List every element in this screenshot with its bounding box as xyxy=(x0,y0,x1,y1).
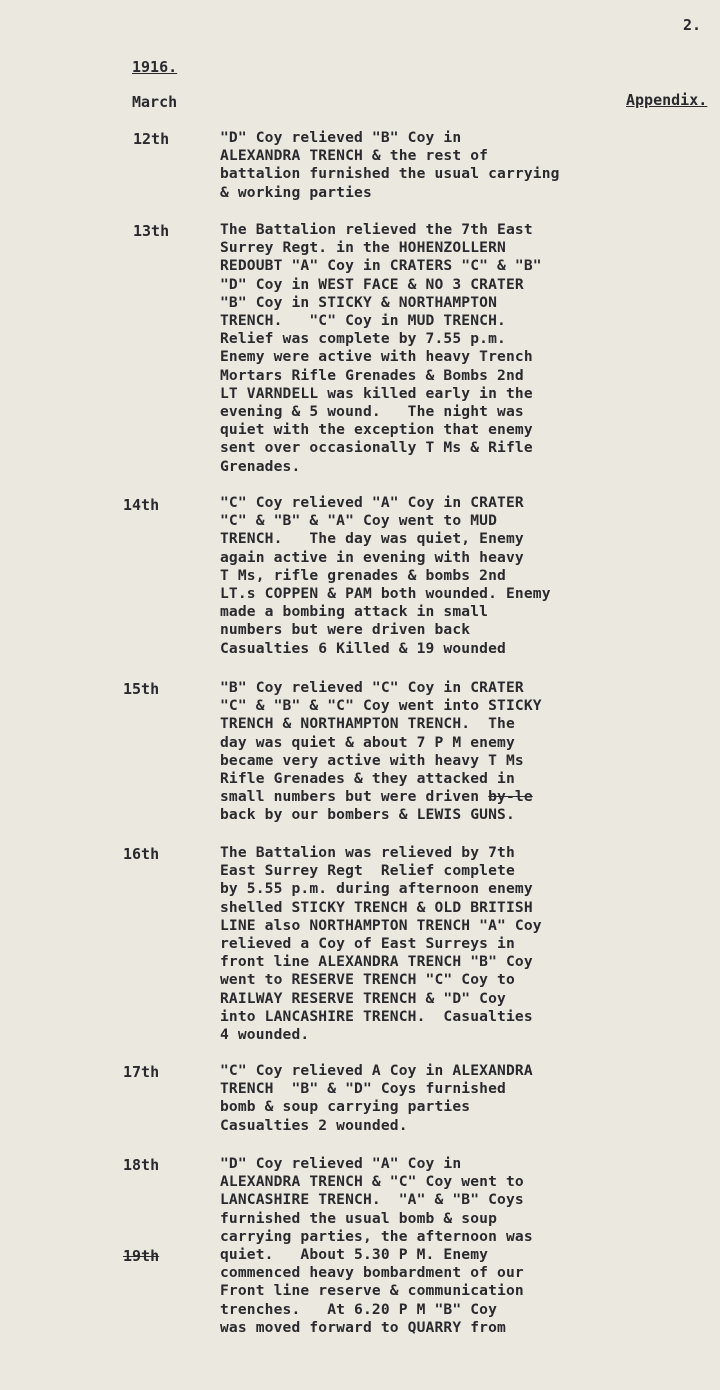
entry-line: "C" Coy relieved A Coy in ALEXANDRA xyxy=(220,1062,533,1079)
entry-line: into LANCASHIRE TRENCH. Casualties xyxy=(220,1007,533,1025)
entry-date: 13th xyxy=(133,222,170,240)
entry-line: LINE also NORTHAMPTON TRENCH "A" Coy xyxy=(220,916,542,934)
entry-line: ALEXANDRA TRENCH & the rest of xyxy=(220,147,489,165)
entry-line: relieved a Coy of East Surreys in xyxy=(220,935,515,953)
year-heading: 1916. xyxy=(132,58,178,76)
entry-line: "C" & "B" & "C" Coy went into STICKY xyxy=(220,697,542,715)
struck-text: by-le xyxy=(488,788,533,806)
entry-line: battalion furnished the usual carrying xyxy=(220,165,560,183)
entry-line xyxy=(220,788,720,806)
diary-entry xyxy=(220,129,720,202)
diary-entry xyxy=(220,494,720,658)
entry-line: Front line reserve & communication xyxy=(220,1282,524,1300)
entry-line: Rifle Grenades & they attacked in xyxy=(220,770,515,788)
entry-date: 14th xyxy=(123,496,160,514)
entry-line: LT VARNDELL was killed early in the xyxy=(220,384,533,402)
entry-line: numbers but were driven back xyxy=(220,621,471,639)
entry-line: Relief was complete by 7.55 p.m. xyxy=(220,330,506,348)
appendix-heading: Appendix. xyxy=(626,91,708,109)
diary-entry xyxy=(220,1062,720,1135)
entry-date: 17th xyxy=(123,1063,160,1081)
entry-line: bomb & soup carrying parties xyxy=(220,1098,471,1116)
entry-line: The Battalion relieved the 7th East xyxy=(220,221,533,238)
entry-line: Enemy were active with heavy Trench xyxy=(220,348,533,366)
entry-line: TRENCH. The day was quiet, Enemy xyxy=(220,530,524,548)
entry-line: quiet with the exception that enemy xyxy=(220,421,533,439)
entry-line: T Ms, rifle grenades & bombs 2nd xyxy=(220,566,506,584)
entry-line: Surrey Regt. in the HOHENZOLLERN xyxy=(220,239,506,257)
entry-line: Casualties 6 Killed & 19 wounded xyxy=(220,639,506,657)
diary-entry xyxy=(220,1155,720,1337)
entry-line: TRENCH. "C" Coy in MUD TRENCH. xyxy=(220,312,506,330)
entry-line: East Surrey Regt Relief complete xyxy=(220,862,515,880)
entry-line: back by our bombers & LEWIS GUNS. xyxy=(220,806,515,824)
entry-line: "C" & "B" & "A" Coy went to MUD xyxy=(220,512,498,530)
entry-line: made a bombing attack in small xyxy=(220,603,489,621)
diary-entry xyxy=(220,679,720,825)
entry-line: "D" Coy in WEST FACE & NO 3 CRATER xyxy=(220,275,524,293)
entry-line: day was quiet & about 7 P M enemy xyxy=(220,733,515,751)
entry-line: REDOUBT "A" Coy in CRATERS "C" & "B" xyxy=(220,257,542,275)
entry-line: evening & 5 wound. The night was xyxy=(220,403,524,421)
entry-line: Casualties 2 wounded. xyxy=(220,1116,408,1134)
entry-line: "D" Coy relieved "B" Coy in xyxy=(220,129,462,146)
entry-line: trenches. At 6.20 P M "B" Coy xyxy=(220,1300,498,1318)
entry-date: 15th xyxy=(123,680,160,698)
entry-line: Grenades. xyxy=(220,457,301,475)
entry-line: TRENCH "B" & "D" Coys furnished xyxy=(220,1080,506,1098)
month-heading: March xyxy=(132,93,178,111)
entry-line: LT.s COPPEN & PAM both wounded. Enemy xyxy=(220,585,551,603)
entry-line: front line ALEXANDRA TRENCH "B" Coy xyxy=(220,953,533,971)
entry-line: shelled STICKY TRENCH & OLD BRITISH xyxy=(220,898,533,916)
entry-line: ALEXANDRA TRENCH & "C" Coy went to xyxy=(220,1173,524,1191)
entry-line: "C" Coy relieved "A" Coy in CRATER xyxy=(220,494,524,511)
entry-line: quiet. About 5.30 P M. Enemy xyxy=(220,1246,489,1264)
entry-date: 12th xyxy=(133,130,170,148)
entry-line: "D" Coy relieved "A" Coy in xyxy=(220,1155,462,1172)
entry-date: 16th xyxy=(123,845,160,863)
entry-line: The Battalion was relieved by 7th xyxy=(220,844,515,861)
entry-line: went to RESERVE TRENCH "C" Coy to xyxy=(220,971,515,989)
entry-date: 18th xyxy=(123,1156,160,1174)
entry-line: LANCASHIRE TRENCH. "A" & "B" Coys xyxy=(220,1191,524,1209)
entry-line-text: small numbers but were driven xyxy=(220,788,489,806)
entry-line: again active in evening with heavy xyxy=(220,548,524,566)
entry-line: sent over occasionally T Ms & Rifle xyxy=(220,439,533,457)
entry-line: by 5.55 p.m. during afternoon enemy xyxy=(220,880,533,898)
entry-line: became very active with heavy T Ms xyxy=(220,751,524,769)
diary-entry xyxy=(220,844,720,1044)
entry-line: carrying parties, the afternoon was xyxy=(220,1227,533,1245)
entry-line: commenced heavy bombardment of our xyxy=(220,1264,524,1282)
diary-entry xyxy=(220,221,720,476)
entry-line: & working parties xyxy=(220,183,372,201)
entry-line: "B" Coy in STICKY & NORTHAMPTON xyxy=(220,293,498,311)
entry-line: TRENCH & NORTHAMPTON TRENCH. The xyxy=(220,715,515,733)
entry-line: Mortars Rifle Grenades & Bombs 2nd xyxy=(220,366,524,384)
entry-line: 4 wounded. xyxy=(220,1026,310,1044)
entry-line: furnished the usual bomb & soup xyxy=(220,1209,498,1227)
page-number: 2. xyxy=(683,16,702,34)
entry-date: 19th xyxy=(123,1247,160,1265)
entry-line: "B" Coy relieved "C" Coy in CRATER xyxy=(220,679,524,696)
entry-line: RAILWAY RESERVE TRENCH & "D" Coy xyxy=(220,989,506,1007)
entry-line: was moved forward to QUARRY from xyxy=(220,1318,506,1336)
